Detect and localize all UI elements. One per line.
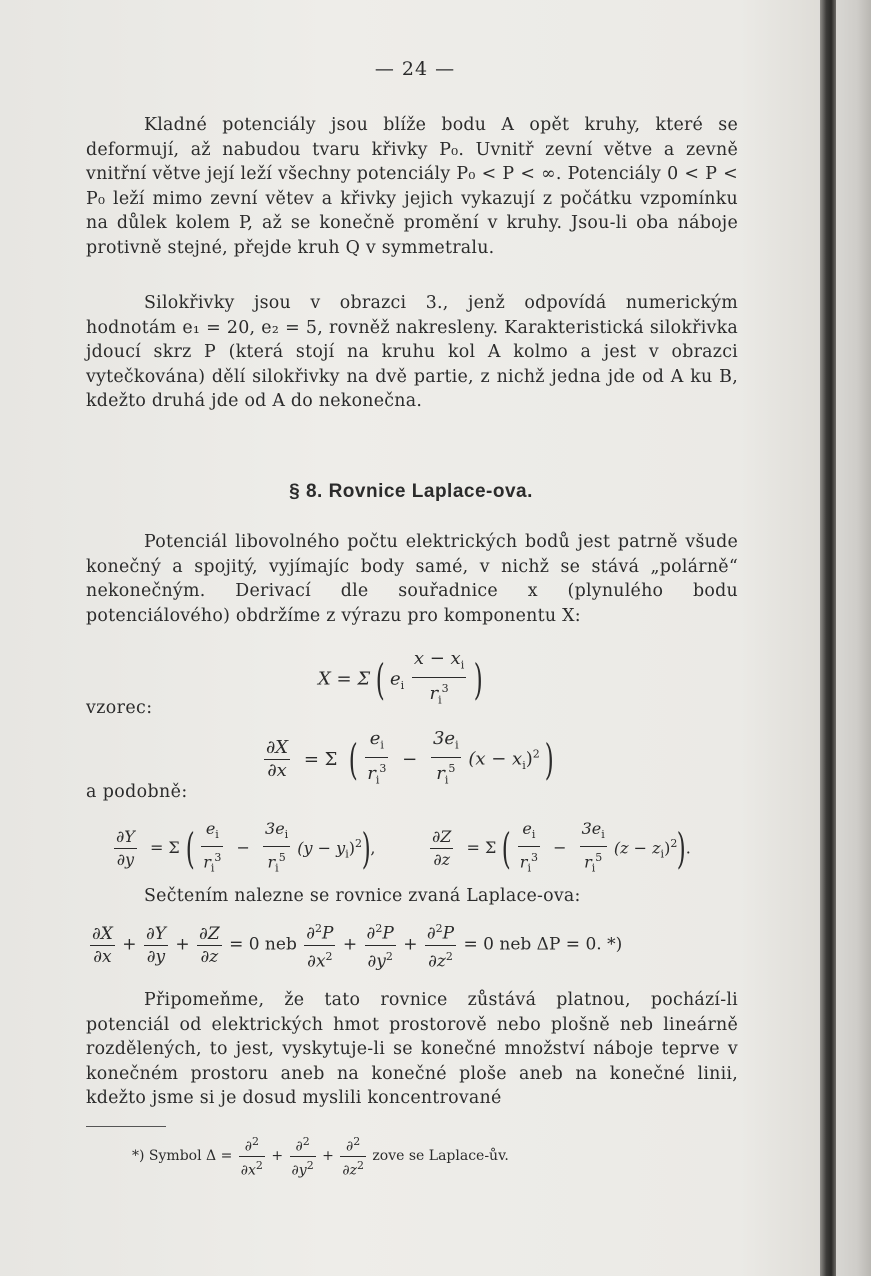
equation-dy-derivative: $\frac{\partial Y}{\partial y}$ = Σ ( $\frac{e_i}{r_i^3}$ − $\frac{3e_i}{r_i^5}$ $(y - y_i)^2$), <box>116 819 376 875</box>
label-podobne: a podobně: <box>86 782 188 802</box>
eq1-denominator: r <box>429 682 439 704</box>
equation-laplace: $\frac{\partial X}{\partial x}$ + $\frac{\partial Y}{\partial y}$ + $\frac{\partial Z}{\partial z}$ = 0 neb $\frac{\partial^2P}{\partial x^2}$ + $\frac{\partial^2P}{\partial y^2}$ + $\frac{\partial^2P}{\partial z^2}$ = 0 neb ΔP = 0. *) <box>88 918 622 972</box>
paragraph-potentials: Kladné potenciály jsou blíže bodu A opět kruhy, které se deformují, až nabudou tvaru křivky P₀. Uvnitř zevní větve a zevně vnitřní větve její leží všechny potenciály P₀ < P < ∞. Potenciály 0 < P < P₀ leží mimo zevní větev a křivky jejich vykazují z počátku vzpomínku na důlek kolem P, až se konečně promění v kruhy. Jsou-li oba náboje protivně stejné, přejde kruh Q v symmetralu. <box>86 115 738 258</box>
eq1-fraction: $\frac{x - x_i}{r_i^3}$ <box>413 648 465 707</box>
footnote: *) Symbol Δ = $\frac{\partial^2}{\partial x^2}$ + $\frac{\partial^2}{\partial y^2}$ + $\frac{\partial^2}{\partial z^2}$ zove se Laplace-ův. <box>132 1135 509 1179</box>
eq1-charge: e <box>389 668 401 690</box>
paragraph-field-lines: Silokřivky jsou v obrazci 3., jenž odpovídá numerickým hodnotám e₁ = 20, e₂ = 5, rovněž nakresleny. Karakteristická silokřivka jdoucí skrz P (která stojí na kruhu kol A kolmo a jest v obrazci vytečkována) dělí silokřivky na dvě partie, z nichž jedna jde od A ku B, kdežto druhá jde od A do nekonečna. <box>86 293 738 412</box>
eq2-lhs-fraction: $\frac{\partial X}{\partial x}$ <box>266 737 289 782</box>
eq1-close-paren: ) <box>473 654 483 704</box>
page-number: — 24 — <box>374 58 456 80</box>
sentence-laplace: Sečtením nalezne se rovnice zvaná Laplace-ova: <box>144 886 581 906</box>
footnote-rule <box>86 1126 166 1127</box>
book-spine <box>820 0 836 1276</box>
next-page-edge <box>836 0 871 1276</box>
label-vzorec: vzorec: <box>86 698 153 718</box>
equation-x-component: X = Σ ( $e_i$ $\frac{x - x_i}{r_i^3}$ ) <box>318 648 482 711</box>
eq1-lhs: X = Σ <box>318 668 371 690</box>
section-heading: § 8. Rovnice Laplace-ova. <box>289 481 533 502</box>
footnote-suffix: zove se Laplace-ův. <box>372 1148 509 1165</box>
equation-dx-derivative: $\frac{\partial X}{\partial x}$ = Σ ( $\frac{e_i}{r_i^3}$ − $\frac{3e_i}{r_i^5}$ $(x - x_i)^2$ ) <box>266 728 555 787</box>
eq1-open-paren: ( <box>375 654 385 704</box>
eq1-numerator: x − x <box>413 648 461 669</box>
footnote-prefix: *) Symbol Δ = <box>132 1148 233 1165</box>
paragraph-potential-derivation: Potenciál libovolného počtu elektrických bodů jest patrně všude konečný a spojitý, vyjímajíc body samé, v nichž se stává „polárně“ nekonečným. Derivací dle souřadnice x (plynulého bodu potenciálového) obdržíme z výrazu pro komponentu X: <box>86 532 738 626</box>
paragraph-validity: Připomeňme, že tato rovnice zůstává platnou, pochází-li potenciál od elektrických hmot prostorově nebo plošně neb lineárně rozdělených, to jest, vyskytuje-li se konečné množství náboje teprve v konečném prostoru aneb na konečné ploše aneb na konečné linii, kdežto jsme si je dosud myslili koncentrované <box>86 990 738 1109</box>
equation-dz-derivative: $\frac{\partial Z}{\partial z}$ = Σ ( $\frac{e_i}{r_i^3}$ − $\frac{3e_i}{r_i^5}$ $(z - z_i)^2$). <box>432 819 691 875</box>
